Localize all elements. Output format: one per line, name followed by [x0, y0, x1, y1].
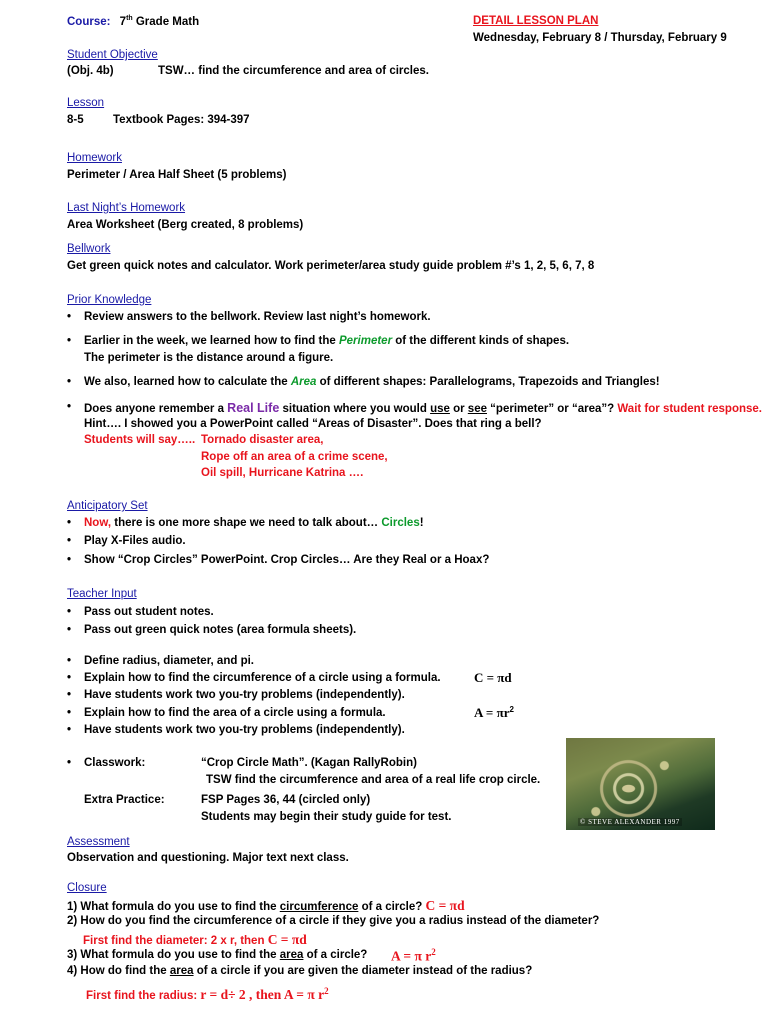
course-grade: 7: [119, 15, 127, 28]
plan-title: DETAIL LESSON PLAN: [473, 15, 599, 27]
prior-b2-pre: Earlier in the week, we learned how to find the: [84, 335, 339, 347]
antic-b1-mid: there is one more shape we need to talk about…: [111, 517, 382, 529]
classwork-line-2: TSW find the circumference and area of a real life crop circle.: [206, 774, 541, 786]
antic-b1-end: !: [419, 517, 424, 529]
teacher-bullet-4: • Explain how to find the circumference of a circle using a formula.: [84, 672, 441, 684]
crop-circle-photo: [566, 738, 715, 830]
objective-code: (Obj. 4b): [67, 65, 114, 77]
say-2: Rope off an area of a crime scene,: [201, 451, 388, 463]
perimeter-word: Perimeter: [338, 335, 393, 347]
prior-bullet-2: [84, 335, 569, 347]
prior-bullet-2-line2: The perimeter is the distance around a figure.: [84, 352, 334, 364]
teacher-bullet-3: • Define radius, diameter, and pi.: [84, 655, 254, 667]
assessment-text: Observation and questioning. Major text next class.: [67, 852, 349, 864]
photo-caption: © STEVE ALEXANDER 1997: [580, 818, 680, 826]
assessment-heading: Assessment: [67, 836, 130, 848]
extra-practice-line-1: FSP Pages 36, 44 (circled only): [201, 794, 371, 806]
bellwork-heading: Bellwork: [67, 243, 111, 255]
use-word: use: [430, 403, 450, 415]
course-line: [67, 15, 199, 28]
homework-text: Perimeter / Area Half Sheet (5 problems): [67, 169, 287, 181]
last-homework-heading: Last Night’s Homework: [67, 202, 186, 214]
teacher-bullet-5: • Have students work two you-try problems (independently).: [84, 689, 405, 701]
students-will-say: Students will say…..: [84, 434, 196, 446]
classwork-line-1: “Crop Circle Math”. (Kagan RallyRobin): [201, 757, 417, 769]
real-life-word: Real Life: [227, 401, 280, 415]
prior-heading: Prior Knowledge: [67, 294, 152, 306]
area-word: Area: [290, 376, 317, 388]
bellwork-text: Get green quick notes and calculator. Work perimeter/area study guide problem #’s 1, 2, 5, 6, 7, 8: [67, 260, 595, 272]
extra-practice-label: Extra Practice:: [84, 794, 165, 806]
closure-q2: 2) How do you find the circumference of a circle if they give you a radius instead of the diameter?: [67, 915, 600, 927]
circles-word: Circles: [381, 517, 420, 529]
prior-bullet-4: [84, 401, 762, 415]
anticipatory-bullet-3: • Show “Crop Circles” PowerPoint. Crop Circles… Are they Real or a Hoax?: [84, 554, 489, 566]
prior-b4-or: or: [449, 403, 468, 415]
prior-bullet-3: [84, 376, 660, 388]
anticipatory-heading: Anticipatory Set: [67, 500, 148, 512]
closure-a2: First find the diameter: 2 x r, then C = πd: [83, 932, 307, 947]
closure-q4: 4) How do find the area of a circle if you are given the diameter instead of the radius?: [67, 965, 533, 977]
objective-heading: Student Objective: [67, 49, 158, 61]
course-name: Grade Math: [132, 15, 200, 28]
teacher-bullet-2: • Pass out green quick notes (area formula sheets).: [84, 624, 356, 636]
wait-response: Wait for student response.: [617, 403, 762, 415]
teacher-heading: Teacher Input: [67, 588, 137, 600]
course-grade-sup: th: [126, 15, 133, 22]
anticipatory-bullet-1: [84, 517, 424, 529]
teacher-bullet-1: • Pass out student notes.: [84, 606, 214, 618]
prior-bullet-1: • Review answers to the bellwork. Review last night’s homework.: [84, 311, 431, 323]
prior-b4-post: “perimeter” or “area”?: [486, 403, 618, 415]
extra-practice-line-2: Students may begin their study guide for test.: [201, 811, 452, 823]
last-homework-text: Area Worksheet (Berg created, 8 problems): [67, 219, 304, 231]
closure-q3: 3) What formula do you use to find the area of a circle?: [67, 949, 368, 961]
area-formula: $A = \pi r^2$: [474, 705, 514, 720]
classwork-label: • Classwork:: [84, 757, 145, 769]
see-word: see: [467, 403, 487, 415]
closure-a1: C = πd: [425, 898, 465, 913]
course-label: Course:: [67, 15, 111, 28]
prior-b4-mid: situation where you would: [279, 403, 431, 415]
lesson-pages: Textbook Pages: 394-397: [113, 114, 250, 126]
teacher-bullet-7: • Have students work two you-try problems (independently).: [84, 724, 405, 736]
lesson-number: 8-5: [67, 114, 84, 126]
objective-text: TSW… find the circumference and area of circles.: [158, 65, 429, 77]
closure-q1: 1) What formula do you use to find the circumference of a circle? C = πd: [67, 898, 465, 913]
now-word: Now,: [84, 517, 112, 529]
plan-dates: Wednesday, February 8 / Thursday, February 9: [473, 32, 727, 44]
prior-b4-pre: Does anyone remember a: [84, 403, 228, 415]
teacher-bullet-6: • Explain how to find the area of a circle using a formula.: [84, 707, 386, 719]
say-3: Oil spill, Hurricane Katrina ….: [201, 467, 364, 479]
closure-heading: Closure: [67, 882, 107, 894]
prior-b2-post: of the different kinds of shapes.: [392, 335, 570, 347]
prior-hint: Hint…. I showed you a PowerPoint called “Areas of Disaster”. Does that ring a bell?: [84, 418, 542, 430]
say-1: Tornado disaster area,: [201, 434, 324, 446]
closure-a3: A = π $r^2$: [391, 947, 436, 964]
anticipatory-bullet-2: • Play X-Files audio.: [84, 535, 186, 547]
circumference-formula: C = πd: [474, 670, 512, 685]
prior-b3-pre: We also, learned how to calculate the: [84, 376, 291, 388]
closure-a4: First find the radius: r = d÷ 2 , then A = π $r^2$: [86, 986, 329, 1002]
lesson-heading: Lesson: [67, 97, 105, 109]
prior-b3-post: of different shapes: Parallelograms, Trapezoids and Triangles!: [316, 376, 660, 388]
homework-heading: Homework: [67, 152, 122, 164]
